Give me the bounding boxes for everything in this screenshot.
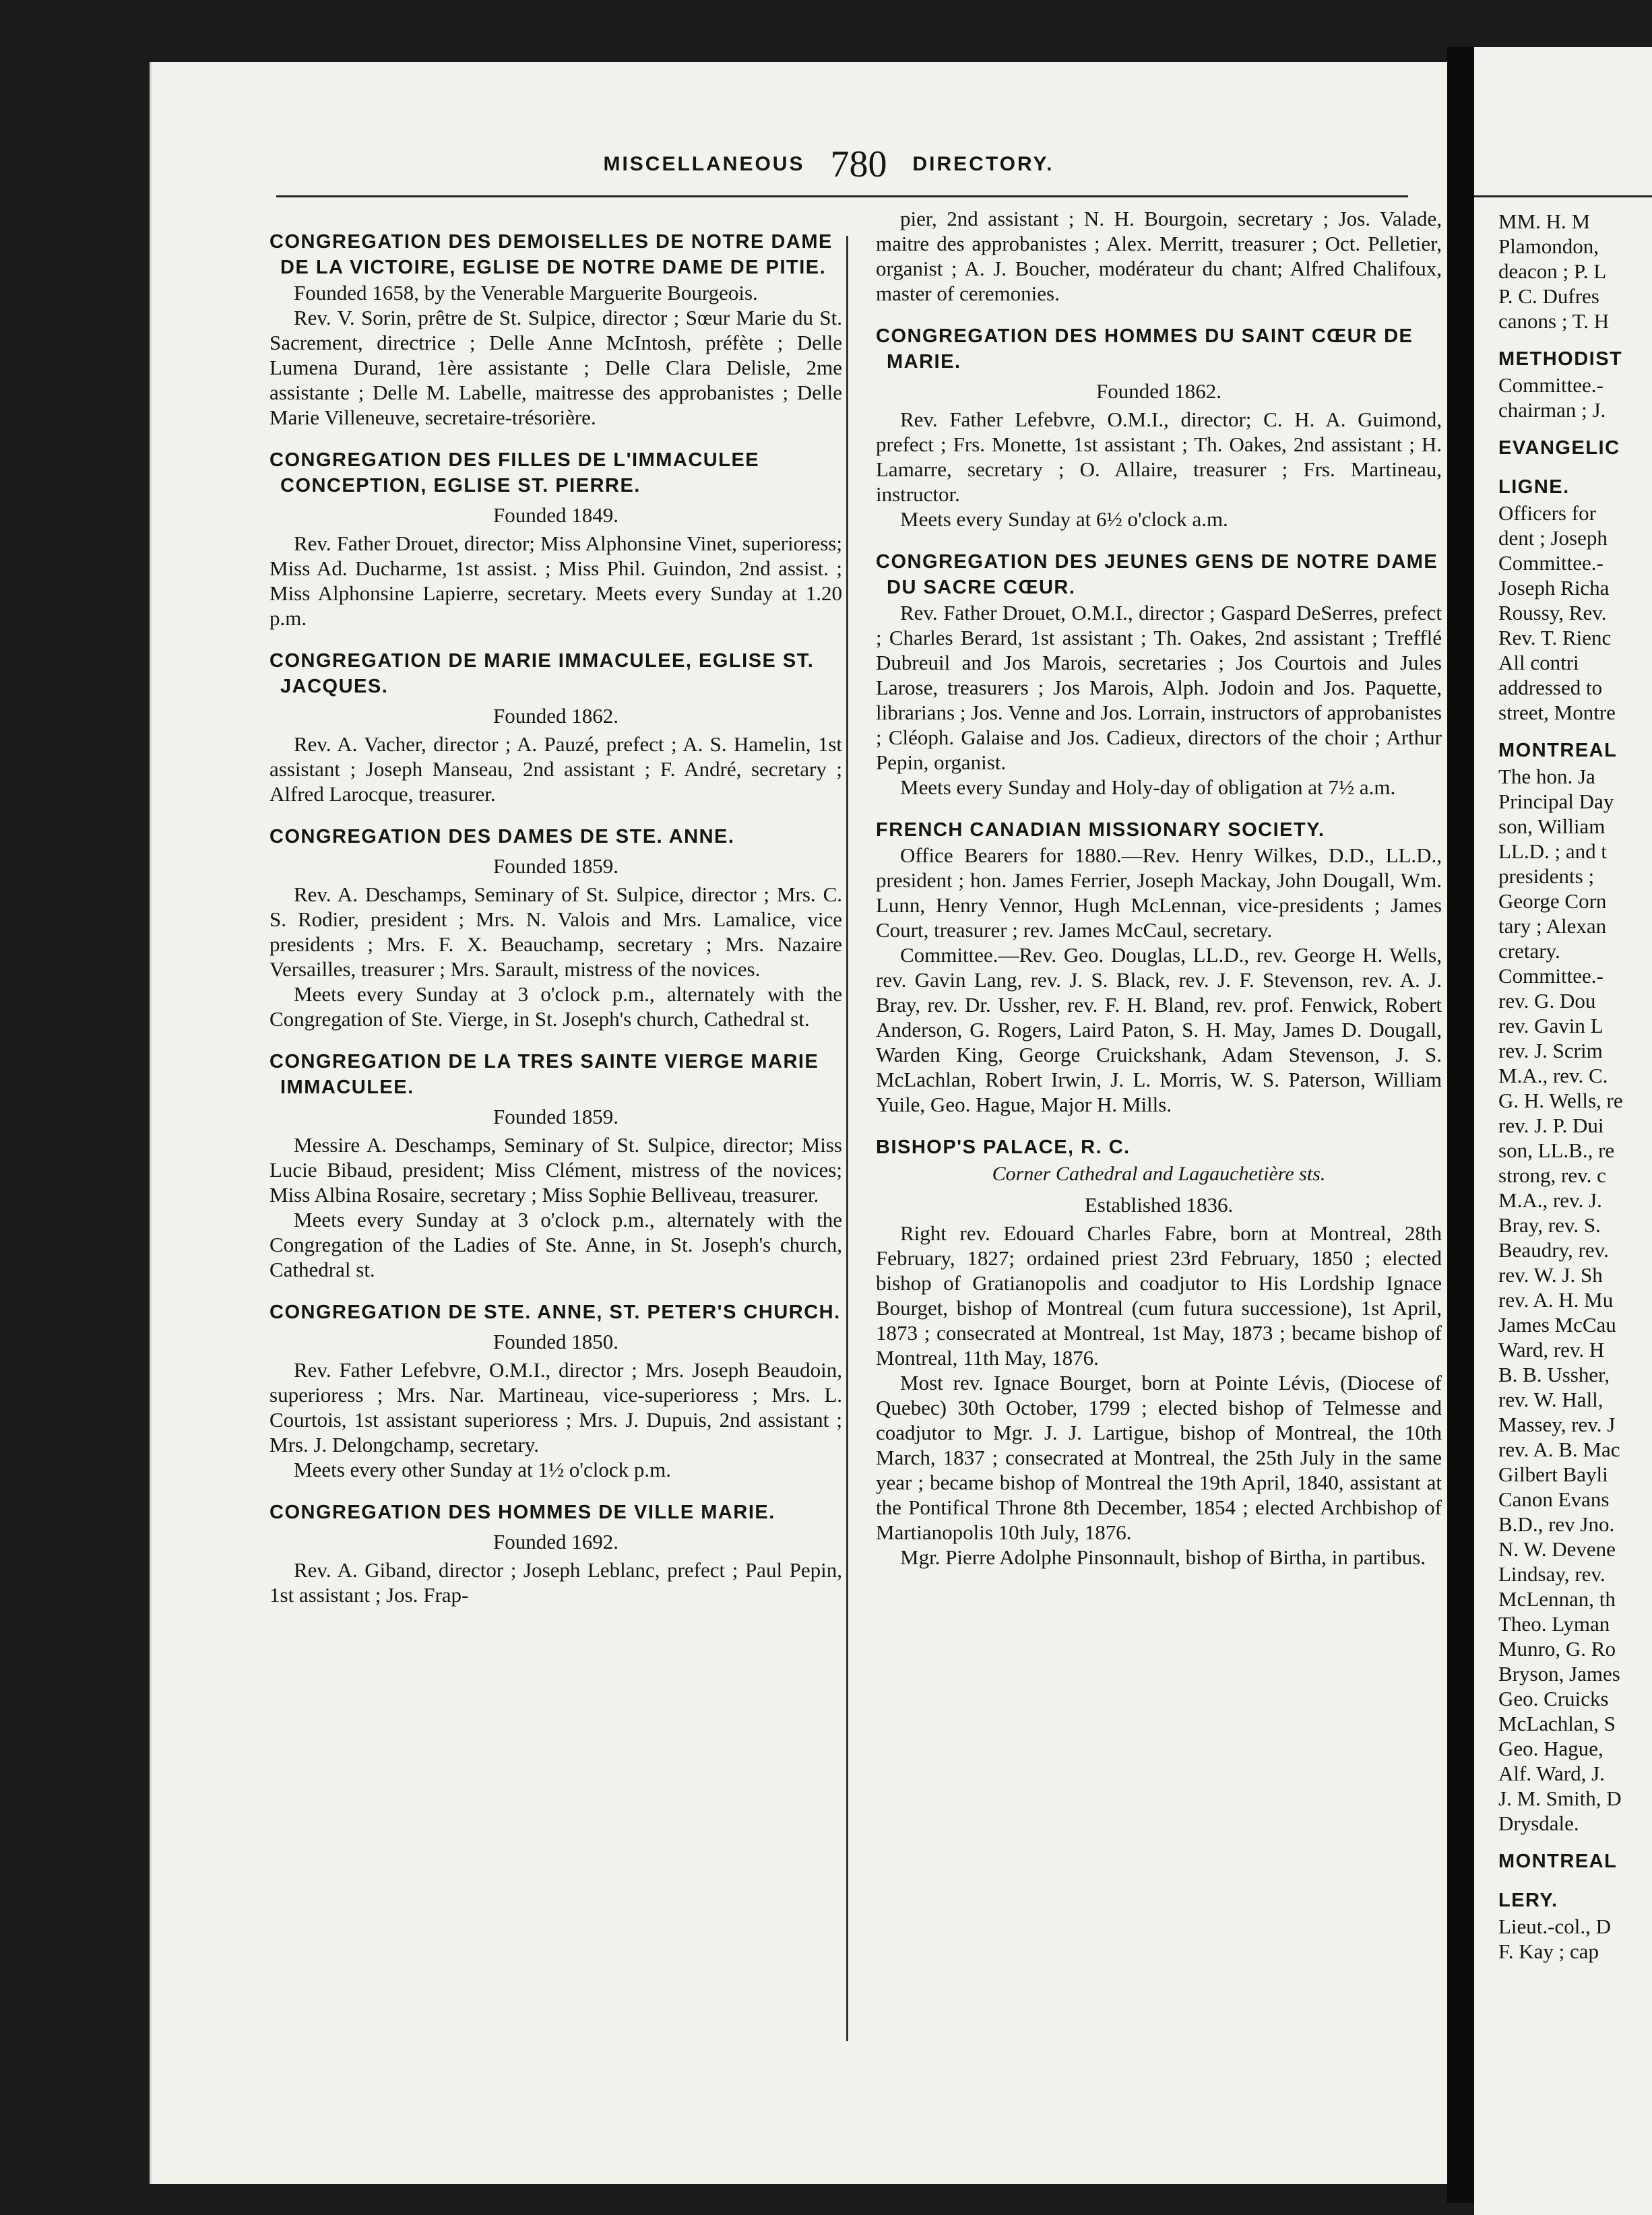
entry-paragraph: Rev. A. Giband, director ; Joseph Leblanc, prefect ; Paul Pepin, 1st assistant ; Jos. Frap- (269, 1558, 842, 1607)
fragment-line: G. H. Wells, re (1498, 1089, 1623, 1112)
fragment-line: Committee.- (1498, 551, 1603, 575)
entry-paragraph: Founded 1658, by the Venerable Marguerite Bourgeois. (294, 281, 758, 304)
fragment-line: Plamondon, (1498, 234, 1599, 258)
running-header (424, 143, 1233, 190)
entry-paragraph: Meets every Sunday at 6½ o'clock a.m. (900, 507, 1228, 531)
fragment-line: rev. G. Dou (1498, 989, 1596, 1013)
fragment-line: LL.D. ; and t (1498, 839, 1607, 863)
fragment-title: EVANGELIC (1498, 437, 1620, 459)
fragment-line: Bray, rev. S. (1498, 1213, 1601, 1237)
fragment-line: tary ; Alexan (1498, 914, 1607, 938)
fragment-line: Geo. Hague, (1498, 1737, 1603, 1760)
entry-title: CONGREGATION DE STE. ANNE, ST. PETER'S CHURCH. (269, 1302, 841, 1323)
entry-paragraph: Messire A. Deschamps, Seminary of St. Sulpice, director; Miss Lucie Bibaud, president; Miss Clément, mistress of the novices; Miss Albina Rosaire, secretary ; Miss Sophie Belliveau, treasurer. (269, 1133, 842, 1207)
entry-paragraph: pier, 2nd assistant ; N. H. Bourgoin, secretary ; Jos. Valade, maitre des approbanistes ; Alex. Merritt, treasurer ; Oct. Pelletier, organist ; A. J. Boucher, modérateur du chant; Alfred Chalifoux, master of ceremonies. (876, 207, 1442, 305)
entry-paragraph: Rev. A. Vacher, director ; A. Pauzé, prefect ; A. S. Hamelin, 1st assistant ; Joseph Manseau, 2nd assistant ; F. André, secretary ; Alfred Larocque, treasurer. (269, 732, 842, 806)
column-divider (846, 236, 848, 2041)
directory-entry (269, 229, 842, 430)
fragment-line: Ward, rev. H (1498, 1338, 1605, 1361)
fragment-line: son, William (1498, 814, 1606, 838)
fragment-line: Gilbert Bayli (1498, 1463, 1608, 1486)
entry-title: CONGREGATION DES DEMOISELLES DE NOTRE DAME DE LA VICTOIRE, EGLISE DE NOTRE DAME DE PITIE. (269, 231, 833, 278)
entry-founded: Founded 1859. (493, 854, 618, 878)
entry-paragraph: Rev. Father Lefebvre, O.M.I., director; C. H. A. Guimond, prefect ; Frs. Monette, 1st assistant ; Th. Oakes, 2nd assistant ; H. Lamarre, secretary ; O. Allaire, treasurer ; Frs. Martineau, instructor. (876, 408, 1442, 506)
middle-column (876, 206, 1442, 2153)
fragment-line: All contri (1498, 651, 1579, 674)
fragment-line: rev. J. Scrim (1498, 1039, 1603, 1062)
fragment-line: rev. J. P. Dui (1498, 1114, 1604, 1137)
directory-entry (269, 1299, 842, 1482)
entry-founded: Founded 1692. (493, 1530, 618, 1553)
fragment-line: street, Montre (1498, 701, 1616, 724)
fragment-line: M.A., rev. J. (1498, 1188, 1602, 1212)
header-rule (276, 195, 1408, 197)
fragment-line: Committee.- (1498, 964, 1603, 988)
fragment-line: Rev. T. Rienc (1498, 626, 1612, 649)
left-column (269, 229, 842, 2149)
fragment-line: rev. W. Hall, (1498, 1388, 1603, 1411)
page-number: 780 (830, 143, 887, 185)
fragment-line: Committee.- (1498, 373, 1603, 397)
fragment-line: addressed to (1498, 676, 1603, 699)
book-gutter (1447, 47, 1474, 2203)
fragment-line: Lindsay, rev. (1498, 1562, 1606, 1586)
directory-entry (876, 549, 1442, 800)
entry-founded: Founded 1849. (493, 503, 618, 527)
entry-paragraph: Most rev. Ignace Bourget, born at Pointe Lévis, (Diocese of Quebec) 30th October, 1799 ; elected bishop of Telmesse and coadjutor to Mgr. J. J. Lartigue, bishop of Montreal, the 10th March, 1837 ; consecrated at Montreal, the 25th July in the same year ; became bishop of Montreal the 19th April, 1840, assistant at the Pontifical Throne 8th December, 1854 ; elected Archbishop of Martianopolis 10th July, 1876. (876, 1371, 1442, 1544)
entry-paragraph: Rev. Father Drouet, director; Miss Alphonsine Vinet, superioress; Miss Ad. Ducharme, 1st assist. ; Miss Phil. Guindon, 2nd assist. ; Miss Alphonsine Lapierre, secretary. Meets every Sunday at 1.20 p.m. (269, 532, 842, 630)
fragment-line: N. W. Devene (1498, 1537, 1616, 1561)
entry-paragraph: Mgr. Pierre Adolphe Pinsonnault, bishop of Birtha, in partibus. (900, 1545, 1426, 1569)
fragment-title: METHODIST (1498, 348, 1623, 370)
entry-paragraph: Meets every Sunday at 3 o'clock p.m., alternately with the Congregation of the Ladies of Ste. Anne, in St. Joseph's church, Cathedral st. (269, 1208, 842, 1281)
entry-title: BISHOP'S PALACE, R. C. (876, 1136, 1131, 1158)
directory-entry (269, 1049, 842, 1282)
entry-paragraph: Office Bearers for 1880.—Rev. Henry Wilkes, D.D., LL.D., president ; hon. James Ferrier, Joseph Mackay, John Dougall, Wm. Lunn, Henry Vennor, Hugh McLennan, vice-presidents ; James Court, treasurer ; rev. James McCaul, secretary. (876, 843, 1442, 942)
fragment-line: cretary. (1498, 939, 1560, 963)
entry-title: CONGREGATION DES HOMMES DE VILLE MARIE. (269, 1502, 775, 1523)
fragment-line: Theo. Lyman (1498, 1612, 1610, 1636)
fragment-line: George Corn (1498, 889, 1607, 913)
fragment-line: chairman ; J. (1498, 398, 1606, 422)
entry-title: CONGREGATION DE LA TRES SAINTE VIERGE MARIE IMMACULEE. (269, 1051, 819, 1098)
fragment-line: Canon Evans (1498, 1487, 1610, 1511)
directory-entry (876, 206, 1442, 306)
fragment-line: McLachlan, S (1498, 1712, 1616, 1735)
fragment-line: Massey, rev. J (1498, 1413, 1616, 1436)
entry-paragraph: Meets every Sunday at 3 o'clock p.m., alternately with the Congregation of Ste. Vierge, in St. Joseph's church, Cathedral st. (269, 982, 842, 1031)
fragment-line: rev. A. H. Mu (1498, 1288, 1614, 1312)
fragment-line: canons ; T. H (1498, 309, 1610, 333)
fragment-line: Beaudry, rev. (1498, 1238, 1609, 1262)
entry-founded: Founded 1859. (493, 1105, 618, 1128)
entry-founded: Founded 1862. (1096, 379, 1221, 403)
directory-entry (876, 1134, 1442, 1570)
adjacent-page-column (1498, 209, 1652, 2203)
fragment-line: James McCau (1498, 1313, 1616, 1337)
entry-title: CONGREGATION DES DAMES DE STE. ANNE. (269, 826, 735, 847)
fragment-line: Drysdale. (1498, 1811, 1579, 1835)
fragment-line: dent ; Joseph (1498, 526, 1608, 550)
entry-paragraph: Right rev. Edouard Charles Fabre, born at Montreal, 28th February, 1827; ordained priest 23rd February, 1850 ; elected bishop of Gratianopolis and coadjutor to His Lordship Ignace Bourget, bishop of Montreal (cum futura successione), 1st April, 1873 ; consecrated at Montreal, 1st May, 1873 ; became bishop of Montreal, 11th May, 1876. (876, 1221, 1442, 1370)
fragment-line: Roussy, Rev. (1498, 601, 1607, 624)
fragment-line: Lieut.-col., D (1498, 1915, 1612, 1938)
fragment-line: Munro, G. Ro (1498, 1637, 1616, 1661)
directory-entry (269, 648, 842, 806)
entry-paragraph: Committee.—Rev. Geo. Douglas, LL.D., rev. George H. Wells, rev. Gavin Lang, rev. J. S. Black, rev. J. F. Stevenson, rev. A. J. Bray, rev. Dr. Ussher, rev. F. H. Bland, rev. prof. Fenwick, Robert Anderson, G. Rogers, Laird Paton, S. H. May, James D. Dougall, Warden King, George Cruickshank, Adam Stevenson, J. S. McLachlan, Robert Irwin, J. L. Morris, W. S. Paterson, William Yuile, Geo. Hague, Major H. Mills. (876, 943, 1442, 1116)
directory-entry (269, 1500, 842, 1607)
fragment-line: presidents ; (1498, 864, 1595, 888)
fragment-line: Geo. Cruicks (1498, 1687, 1609, 1710)
entry-address: Corner Cathedral and Lagauchetière sts. (992, 1163, 1326, 1185)
directory-entry (269, 824, 842, 1031)
fragment-line: deacon ; P. L (1498, 259, 1607, 283)
directory-entry (269, 447, 842, 631)
fragment-line: F. Kay ; cap (1498, 1939, 1599, 1963)
entry-paragraph: Rev. V. Sorin, prêtre de St. Sulpice, director ; Sœur Marie du St. Sacrement, directrice ; Delle Anne McIntosh, préfète ; Delle Lumena Durand, 1ère assistante ; Delle Clara Delisle, 2me assistante ; Delle M. Labelle, maitresse des approbanistes ; Delle Marie Villeneuve, secretaire-trésorière. (269, 306, 842, 429)
fragment-line: M.A., rev. C. (1498, 1064, 1608, 1087)
header-left-word: MISCELLANEOUS (603, 153, 805, 175)
fragment-line: P. C. Dufres (1498, 284, 1599, 308)
adjacent-page-rule (1474, 195, 1652, 197)
entry-title: CONGREGATION DES FILLES DE L'IMMACULEE CONCEPTION, EGLISE ST. PIERRE. (269, 449, 760, 496)
adjacent-page (1474, 47, 1652, 2215)
entry-founded: Founded 1850. (493, 1330, 618, 1353)
fragment-line: Alf. Ward, J. (1498, 1762, 1605, 1785)
entry-founded: Established 1836. (1084, 1193, 1234, 1217)
fragment-line: Bryson, James (1498, 1662, 1620, 1686)
fragment-line: son, LL.B., re (1498, 1138, 1615, 1162)
fragment-title: LERY. (1498, 1890, 1558, 1911)
entry-paragraph: Rev. Father Drouet, O.M.I., director ; Gaspard DeSerres, prefect ; Charles Berard, 1st assistant ; Th. Oakes, 2nd assistant ; Trefflé Dubreuil and Jos Marois, secretaries ; Jos Courtois and Jules Larose, treasurers ; Jos Marois, Alph. Jodoin and Jos. Paquette, librarians ; Jos. Venne and Jos. Lorrain, instructors of approbanistes ; Cléoph. Galaise and Jos. Cadieux, directors of the choir ; Arthur Pepin, organist. (876, 601, 1442, 774)
fragment-line: B. B. Ussher, (1498, 1363, 1610, 1386)
entry-title: CONGREGATION DES HOMMES DU SAINT CŒUR DE MARIE. (876, 325, 1413, 373)
fragment-line: Principal Day (1498, 790, 1614, 813)
directory-entry (876, 817, 1442, 1117)
fragment-line: The hon. Ja (1498, 765, 1595, 788)
entry-paragraph: Rev. A. Deschamps, Seminary of St. Sulpice, director ; Mrs. C. S. Rodier, president ; Mrs. N. Valois and Mrs. Lamalice, vice presidents ; Mrs. F. X. Beauchamp, secretary ; Mrs. Nazaire Versailles, treasurer ; Mrs. Sarault, mistress of the novices. (269, 882, 842, 981)
fragment-line: Joseph Richa (1498, 576, 1610, 600)
fragment-title: MONTREAL (1498, 740, 1618, 761)
fragment-line: J. M. Smith, D (1498, 1787, 1622, 1810)
entry-title: CONGREGATION DES JEUNES GENS DE NOTRE DAME DU SACRE CŒUR. (876, 551, 1438, 598)
directory-entry (876, 323, 1442, 532)
fragment-line: McLennan, th (1498, 1587, 1616, 1611)
fragment-line: rev. W. J. Sh (1498, 1263, 1603, 1287)
entry-paragraph: Meets every other Sunday at 1½ o'clock p.m. (294, 1458, 671, 1481)
entry-title: FRENCH CANADIAN MISSIONARY SOCIETY. (876, 819, 1325, 841)
entry-paragraph: Meets every Sunday and Holy-day of obligation at 7½ a.m. (900, 775, 1396, 799)
fragment-line: Officers for (1498, 501, 1596, 525)
fragment-line: strong, rev. c (1498, 1163, 1606, 1187)
entry-paragraph: Rev. Father Lefebvre, O.M.I., director ; Mrs. Joseph Beaudoin, superioress ; Mrs. Nar. Martineau, vice-superioress ; Mrs. L. Courtois, 1st assistant superioress ; Mrs. J. Dupuis, 2nd assistant ; Mrs. J. Delongchamp, secretary. (269, 1358, 842, 1456)
fragment-title: LIGNE. (1498, 476, 1570, 498)
fragment-line: rev. Gavin L (1498, 1014, 1603, 1037)
fragment-title: MONTREAL (1498, 1851, 1618, 1872)
fragment-line: rev. A. B. Mac (1498, 1438, 1620, 1461)
header-right-word: DIRECTORY. (912, 153, 1054, 175)
fragment-line: B.D., rev Jno. (1498, 1512, 1615, 1536)
entry-title: CONGREGATION DE MARIE IMMACULEE, EGLISE ST. JACQUES. (269, 650, 815, 697)
entry-founded: Founded 1862. (493, 704, 618, 728)
fragment-line: MM. H. M (1498, 210, 1591, 233)
